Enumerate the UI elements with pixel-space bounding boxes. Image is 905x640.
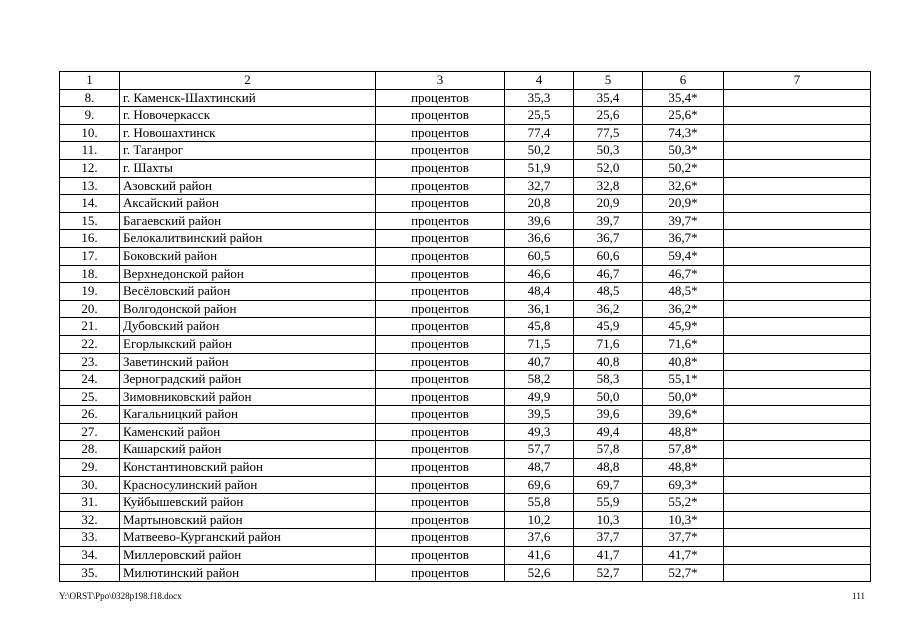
value-col-5: 52,0 xyxy=(574,159,643,177)
value-col-7 xyxy=(724,371,871,389)
value-col-5: 37,7 xyxy=(574,529,643,547)
value-col-5: 39,7 xyxy=(574,212,643,230)
row-number: 31. xyxy=(60,494,120,512)
table-row xyxy=(60,177,871,195)
district-name: Матвеево-Курганский район xyxy=(120,529,376,547)
value-col-6: 55,1* xyxy=(643,371,724,389)
unit: процентов xyxy=(376,423,505,441)
value-col-5: 35,4 xyxy=(574,89,643,107)
value-col-6: 59,4* xyxy=(643,247,724,265)
value-col-4: 10,2 xyxy=(505,511,574,529)
district-name: Белокалитвинский район xyxy=(120,230,376,248)
value-col-7 xyxy=(724,529,871,547)
value-col-4: 60,5 xyxy=(505,247,574,265)
table-row xyxy=(60,283,871,301)
value-col-6: 46,7* xyxy=(643,265,724,283)
value-col-7 xyxy=(724,107,871,125)
value-col-6: 48,5* xyxy=(643,283,724,301)
value-col-4: 45,8 xyxy=(505,318,574,336)
district-name: Кашарский район xyxy=(120,441,376,459)
value-col-4: 69,6 xyxy=(505,476,574,494)
value-col-4: 36,1 xyxy=(505,300,574,318)
district-name: Кагальницкий район xyxy=(120,406,376,424)
table-row xyxy=(60,107,871,125)
value-col-5: 50,0 xyxy=(574,388,643,406)
value-col-5: 57,8 xyxy=(574,441,643,459)
value-col-7 xyxy=(724,459,871,477)
value-col-5: 55,9 xyxy=(574,494,643,512)
row-number: 23. xyxy=(60,353,120,371)
value-col-4: 57,7 xyxy=(505,441,574,459)
table-row xyxy=(60,547,871,565)
value-col-4: 58,2 xyxy=(505,371,574,389)
row-number: 20. xyxy=(60,300,120,318)
table-row xyxy=(60,441,871,459)
value-col-7 xyxy=(724,89,871,107)
row-number: 13. xyxy=(60,177,120,195)
value-col-6: 57,8* xyxy=(643,441,724,459)
value-col-7 xyxy=(724,318,871,336)
value-col-5: 45,9 xyxy=(574,318,643,336)
district-name: г. Таганрог xyxy=(120,142,376,160)
table-row xyxy=(60,371,871,389)
district-name: Верхнедонской район xyxy=(120,265,376,283)
unit: процентов xyxy=(376,124,505,142)
unit: процентов xyxy=(376,318,505,336)
district-name: Зерноградский район xyxy=(120,371,376,389)
district-name: Зимовниковский район xyxy=(120,388,376,406)
value-col-7 xyxy=(724,265,871,283)
row-number: 24. xyxy=(60,371,120,389)
header-col-2: 2 xyxy=(120,72,376,90)
header-col-5: 5 xyxy=(574,72,643,90)
district-name: Багаевский район xyxy=(120,212,376,230)
unit: процентов xyxy=(376,89,505,107)
table-row xyxy=(60,247,871,265)
value-col-7 xyxy=(724,283,871,301)
unit: процентов xyxy=(376,177,505,195)
value-col-4: 55,8 xyxy=(505,494,574,512)
value-col-7 xyxy=(724,564,871,582)
value-col-5: 69,7 xyxy=(574,476,643,494)
value-col-6: 39,7* xyxy=(643,212,724,230)
value-col-7 xyxy=(724,406,871,424)
value-col-5: 71,6 xyxy=(574,335,643,353)
page-number: 111 xyxy=(852,591,865,601)
value-col-7 xyxy=(724,212,871,230)
value-col-4: 41,6 xyxy=(505,547,574,565)
row-number: 26. xyxy=(60,406,120,424)
unit: процентов xyxy=(376,195,505,213)
value-col-4: 71,5 xyxy=(505,335,574,353)
row-number: 25. xyxy=(60,388,120,406)
value-col-4: 46,6 xyxy=(505,265,574,283)
data-table xyxy=(59,71,871,582)
unit: процентов xyxy=(376,159,505,177)
table-row xyxy=(60,159,871,177)
value-col-6: 37,7* xyxy=(643,529,724,547)
header-col-7: 7 xyxy=(724,72,871,90)
header-col-3: 3 xyxy=(376,72,505,90)
value-col-4: 20,8 xyxy=(505,195,574,213)
district-name: Азовский район xyxy=(120,177,376,195)
row-number: 35. xyxy=(60,564,120,582)
value-col-7 xyxy=(724,230,871,248)
row-number: 14. xyxy=(60,195,120,213)
value-col-4: 52,6 xyxy=(505,564,574,582)
value-col-4: 32,7 xyxy=(505,177,574,195)
district-name: Весёловский район xyxy=(120,283,376,301)
district-name: г. Новошахтинск xyxy=(120,124,376,142)
value-col-4: 40,7 xyxy=(505,353,574,371)
district-name: Заветинский район xyxy=(120,353,376,371)
unit: процентов xyxy=(376,335,505,353)
value-col-6: 50,2* xyxy=(643,159,724,177)
row-number: 30. xyxy=(60,476,120,494)
row-number: 10. xyxy=(60,124,120,142)
value-col-5: 58,3 xyxy=(574,371,643,389)
value-col-5: 46,7 xyxy=(574,265,643,283)
unit: процентов xyxy=(376,441,505,459)
value-col-5: 40,8 xyxy=(574,353,643,371)
header-col-1: 1 xyxy=(60,72,120,90)
unit: процентов xyxy=(376,265,505,283)
table-row xyxy=(60,318,871,336)
row-number: 34. xyxy=(60,547,120,565)
unit: процентов xyxy=(376,494,505,512)
unit: процентов xyxy=(376,476,505,494)
value-col-7 xyxy=(724,124,871,142)
value-col-5: 60,6 xyxy=(574,247,643,265)
value-col-7 xyxy=(724,142,871,160)
value-col-5: 36,2 xyxy=(574,300,643,318)
value-col-6: 20,9* xyxy=(643,195,724,213)
value-col-7 xyxy=(724,423,871,441)
district-name: Аксайский район xyxy=(120,195,376,213)
table-row xyxy=(60,89,871,107)
value-col-4: 48,7 xyxy=(505,459,574,477)
district-name: Миллеровский район xyxy=(120,547,376,565)
value-col-4: 25,5 xyxy=(505,107,574,125)
table-row xyxy=(60,300,871,318)
district-name: Боковский район xyxy=(120,247,376,265)
district-name: Красносулинский район xyxy=(120,476,376,494)
value-col-6: 35,4* xyxy=(643,89,724,107)
value-col-6: 50,3* xyxy=(643,142,724,160)
unit: процентов xyxy=(376,300,505,318)
row-number: 19. xyxy=(60,283,120,301)
unit: процентов xyxy=(376,247,505,265)
district-name: г. Каменск-Шахтинский xyxy=(120,89,376,107)
row-number: 33. xyxy=(60,529,120,547)
row-number: 22. xyxy=(60,335,120,353)
district-name: Константиновский район xyxy=(120,459,376,477)
value-col-4: 35,3 xyxy=(505,89,574,107)
table-row xyxy=(60,212,871,230)
row-number: 8. xyxy=(60,89,120,107)
table-row xyxy=(60,511,871,529)
district-name: Егорлыкский район xyxy=(120,335,376,353)
table-row xyxy=(60,142,871,160)
value-col-7 xyxy=(724,195,871,213)
row-number: 29. xyxy=(60,459,120,477)
district-name: Каменский район xyxy=(120,423,376,441)
value-col-6: 10,3* xyxy=(643,511,724,529)
row-number: 28. xyxy=(60,441,120,459)
value-col-7 xyxy=(724,300,871,318)
unit: процентов xyxy=(376,142,505,160)
value-col-4: 48,4 xyxy=(505,283,574,301)
unit: процентов xyxy=(376,283,505,301)
value-col-5: 77,5 xyxy=(574,124,643,142)
value-col-7 xyxy=(724,159,871,177)
value-col-6: 50,0* xyxy=(643,388,724,406)
value-col-5: 20,9 xyxy=(574,195,643,213)
row-number: 16. xyxy=(60,230,120,248)
row-number: 17. xyxy=(60,247,120,265)
value-col-7 xyxy=(724,247,871,265)
value-col-5: 48,5 xyxy=(574,283,643,301)
row-number: 15. xyxy=(60,212,120,230)
value-col-6: 69,3* xyxy=(643,476,724,494)
table-row xyxy=(60,124,871,142)
value-col-5: 41,7 xyxy=(574,547,643,565)
value-col-5: 25,6 xyxy=(574,107,643,125)
header-col-6: 6 xyxy=(643,72,724,90)
value-col-6: 41,7* xyxy=(643,547,724,565)
unit: процентов xyxy=(376,371,505,389)
value-col-6: 40,8* xyxy=(643,353,724,371)
value-col-7 xyxy=(724,511,871,529)
district-name: г. Шахты xyxy=(120,159,376,177)
table-row xyxy=(60,564,871,582)
value-col-5: 10,3 xyxy=(574,511,643,529)
value-col-7 xyxy=(724,476,871,494)
value-col-5: 52,7 xyxy=(574,564,643,582)
file-path: Y:\ORST\Ppo\0328p198.f18.docx xyxy=(59,591,182,601)
value-col-6: 32,6* xyxy=(643,177,724,195)
district-name: Мартыновский район xyxy=(120,511,376,529)
district-name: г. Новочеркасск xyxy=(120,107,376,125)
table-row xyxy=(60,476,871,494)
unit: процентов xyxy=(376,406,505,424)
table-row xyxy=(60,195,871,213)
unit: процентов xyxy=(376,529,505,547)
value-col-6: 48,8* xyxy=(643,459,724,477)
district-name: Милютинский район xyxy=(120,564,376,582)
row-number: 32. xyxy=(60,511,120,529)
value-col-6: 71,6* xyxy=(643,335,724,353)
value-col-4: 77,4 xyxy=(505,124,574,142)
value-col-6: 39,6* xyxy=(643,406,724,424)
value-col-5: 50,3 xyxy=(574,142,643,160)
value-col-5: 49,4 xyxy=(574,423,643,441)
value-col-6: 74,3* xyxy=(643,124,724,142)
value-col-6: 45,9* xyxy=(643,318,724,336)
table-row xyxy=(60,529,871,547)
unit: процентов xyxy=(376,107,505,125)
value-col-7 xyxy=(724,353,871,371)
value-col-6: 36,2* xyxy=(643,300,724,318)
unit: процентов xyxy=(376,353,505,371)
table-row xyxy=(60,265,871,283)
table-row xyxy=(60,388,871,406)
district-name: Волгодонской район xyxy=(120,300,376,318)
value-col-4: 37,6 xyxy=(505,529,574,547)
table-row xyxy=(60,423,871,441)
row-number: 9. xyxy=(60,107,120,125)
row-number: 12. xyxy=(60,159,120,177)
value-col-5: 32,8 xyxy=(574,177,643,195)
value-col-7 xyxy=(724,547,871,565)
row-number: 11. xyxy=(60,142,120,160)
value-col-7 xyxy=(724,494,871,512)
value-col-6: 52,7* xyxy=(643,564,724,582)
value-col-4: 36,6 xyxy=(505,230,574,248)
value-col-6: 36,7* xyxy=(643,230,724,248)
table-row xyxy=(60,335,871,353)
district-name: Куйбышевский район xyxy=(120,494,376,512)
value-col-5: 39,6 xyxy=(574,406,643,424)
value-col-7 xyxy=(724,335,871,353)
value-col-7 xyxy=(724,388,871,406)
value-col-4: 50,2 xyxy=(505,142,574,160)
table-row xyxy=(60,353,871,371)
unit: процентов xyxy=(376,459,505,477)
unit: процентов xyxy=(376,511,505,529)
value-col-5: 36,7 xyxy=(574,230,643,248)
table-row xyxy=(60,230,871,248)
unit: процентов xyxy=(376,388,505,406)
value-col-6: 25,6* xyxy=(643,107,724,125)
header-col-4: 4 xyxy=(505,72,574,90)
value-col-5: 48,8 xyxy=(574,459,643,477)
district-name: Дубовский район xyxy=(120,318,376,336)
value-col-7 xyxy=(724,441,871,459)
row-number: 27. xyxy=(60,423,120,441)
value-col-6: 55,2* xyxy=(643,494,724,512)
value-col-7 xyxy=(724,177,871,195)
value-col-6: 48,8* xyxy=(643,423,724,441)
unit: процентов xyxy=(376,230,505,248)
unit: процентов xyxy=(376,212,505,230)
row-number: 21. xyxy=(60,318,120,336)
table-body xyxy=(60,89,871,582)
table-row xyxy=(60,459,871,477)
value-col-4: 39,6 xyxy=(505,212,574,230)
value-col-4: 49,3 xyxy=(505,423,574,441)
value-col-4: 51,9 xyxy=(505,159,574,177)
value-col-4: 39,5 xyxy=(505,406,574,424)
table-row xyxy=(60,406,871,424)
unit: процентов xyxy=(376,564,505,582)
unit: процентов xyxy=(376,547,505,565)
row-number: 18. xyxy=(60,265,120,283)
table-row xyxy=(60,494,871,512)
value-col-4: 49,9 xyxy=(505,388,574,406)
header-row xyxy=(60,72,871,90)
